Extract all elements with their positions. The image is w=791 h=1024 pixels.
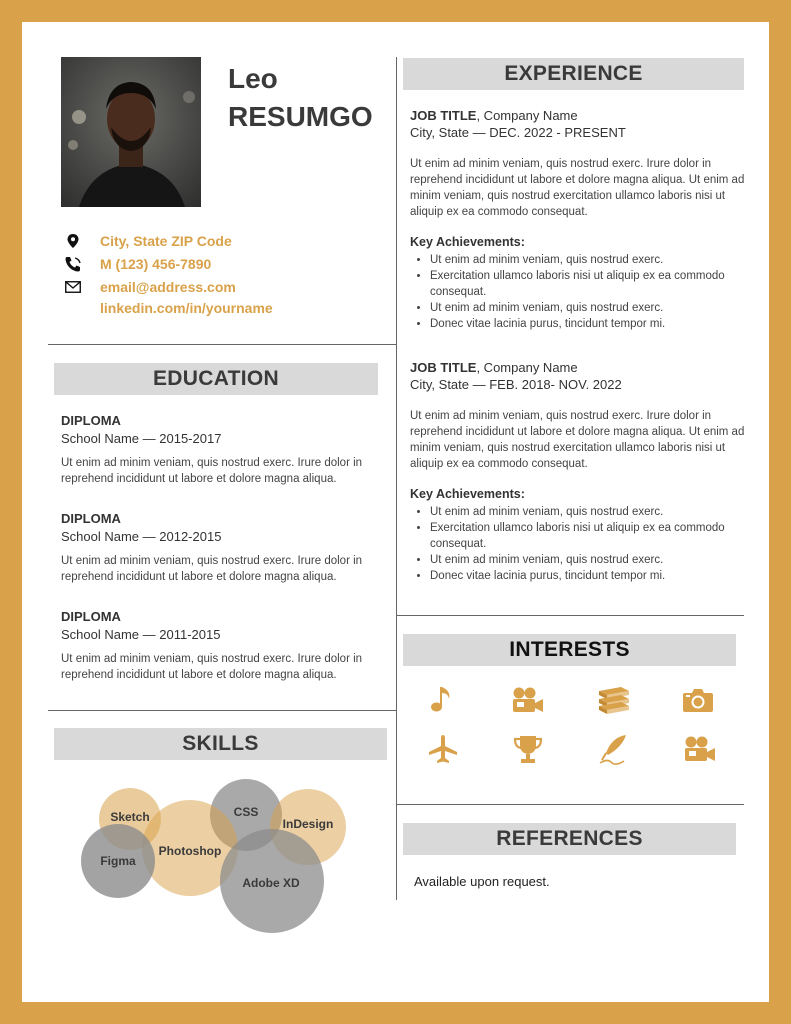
- profile-photo: [61, 57, 201, 207]
- achievement-item: • Ut enim ad minim veniam, quis nostrud exerc.: [430, 300, 750, 316]
- school: School Name — 2011-2015: [61, 627, 221, 642]
- envelope-icon: [62, 281, 84, 293]
- skill-label-photoshop: Photoshop: [158, 844, 222, 858]
- video-camera-icon: [681, 731, 717, 767]
- references-title: REFERENCES: [496, 827, 643, 850]
- job-title: JOB TITLE: [410, 360, 477, 375]
- interests-title: INTERESTS: [509, 638, 630, 661]
- job-description: Ut enim ad minim veniam, quis nostrud exerc. Irure dolor in reprehend incididunt ut labore et dolore magna aliqua. Ut enim ad minim veniam, quis nostrud exercitation ullamco laboris nisi ut aliquip ex ea commodo consequat.: [410, 158, 745, 218]
- references-text: Available upon request.: [414, 874, 550, 889]
- skills-bubble-chart: [72, 777, 352, 992]
- skill-label-sketch: Sketch: [110, 810, 150, 824]
- key-achievements-label: Key Achievements:: [410, 235, 525, 249]
- references-heading: [403, 823, 736, 855]
- achievements-list: [410, 504, 750, 584]
- education-heading: [54, 363, 378, 395]
- contact-address: City, State ZIP Code: [100, 232, 232, 249]
- job-title-line: [410, 107, 750, 124]
- contact-linkedin[interactable]: linkedin.com/in/yourname: [100, 300, 273, 316]
- music-note-icon: [425, 682, 461, 718]
- name-heading: [228, 60, 373, 136]
- school: School Name — 2012-2015: [61, 529, 222, 544]
- experience-item: [410, 107, 750, 332]
- column-divider: [396, 57, 397, 900]
- achievement-item: • Exercitation ullamco laboris nisi ut aliquip ex ea commodo consequat.: [430, 520, 750, 552]
- job-location-dates: City, State — DEC. 2022 - PRESENT: [410, 125, 626, 140]
- contact-email[interactable]: email@address.com: [100, 279, 236, 295]
- education-description: Ut enim ad minim veniam, quis nostrud exerc. Irure dolor in reprehend incididunt ut labore et dolore magna aliqua.: [61, 653, 363, 681]
- trophy-icon: [510, 731, 546, 767]
- job-description: Ut enim ad minim veniam, quis nostrud exerc. Irure dolor in reprehend incididunt ut labore et dolore magna aliqua. Ut enim ad minim veniam, quis nostrud exercitation ullamco laboris nisi ut aliquip ex ea commodo consequat.: [410, 410, 745, 470]
- resume-page: [22, 22, 769, 1002]
- job-title-line: [410, 359, 750, 376]
- job-location-dates: City, State — FEB. 2018- NOV. 2022: [410, 377, 622, 392]
- skills-title: SKILLS: [182, 732, 259, 755]
- job-title: JOB TITLE: [410, 108, 477, 123]
- divider: [396, 615, 744, 616]
- camera-icon: [680, 682, 716, 718]
- company-name: , Company Name: [476, 108, 578, 123]
- achievement-item: • Ut enim ad minim veniam, quis nostrud exerc.: [430, 504, 750, 520]
- divider: [396, 804, 744, 805]
- degree: DIPLOMA: [61, 511, 121, 526]
- degree: DIPLOMA: [61, 413, 121, 428]
- degree: DIPLOMA: [61, 609, 121, 624]
- skill-label-css: CSS: [233, 805, 259, 819]
- experience-title: EXPERIENCE: [504, 62, 643, 85]
- education-item: [61, 608, 371, 683]
- achievement-item: • Exercitation ullamco laboris nisi ut aliquip ex ea commodo consequat.: [430, 268, 750, 300]
- education-title: EDUCATION: [153, 367, 279, 390]
- key-achievements-label: Key Achievements:: [410, 487, 525, 501]
- education-description: Ut enim ad minim veniam, quis nostrud exerc. Irure dolor in reprehend incididunt ut labore et dolore magna aliqua.: [61, 457, 363, 485]
- achievement-item: • Ut enim ad minim veniam, quis nostrud exerc.: [430, 252, 750, 268]
- interests-heading: [403, 634, 736, 666]
- experience-heading: [403, 58, 744, 90]
- video-camera-icon: [509, 682, 545, 718]
- airplane-icon: [425, 731, 461, 767]
- experience-item: [410, 359, 750, 584]
- location-pin-icon: [62, 234, 84, 248]
- achievement-item: • Donec vitae lacinia purus, tincidunt tempor mi.: [430, 568, 750, 584]
- quill-pen-icon: [595, 731, 631, 767]
- skills-heading: [54, 728, 387, 760]
- books-icon: [596, 682, 632, 718]
- education-item: [61, 412, 371, 487]
- contact-email-row: [62, 277, 273, 316]
- last-name: RESUMGO: [228, 101, 373, 132]
- education-item: [61, 510, 371, 585]
- school: School Name — 2015-2017: [61, 431, 222, 446]
- contact-phone: M (123) 456-7890: [100, 255, 212, 272]
- skill-label-adobe-xd: Adobe XD: [242, 876, 300, 890]
- achievement-item: • Donec vitae lacinia purus, tincidunt tempor mi.: [430, 316, 750, 332]
- achievement-item: • Ut enim ad minim veniam, quis nostrud exerc.: [430, 552, 750, 568]
- divider: [48, 344, 397, 345]
- education-description: Ut enim ad minim veniam, quis nostrud exerc. Irure dolor in reprehend incididunt ut labore et dolore magna aliqua.: [61, 555, 363, 583]
- achievements-list: [410, 252, 750, 332]
- skill-label-figma: Figma: [100, 854, 136, 868]
- phone-icon: [62, 256, 84, 272]
- interests-icons: [425, 682, 725, 772]
- contact-phone-row: [62, 254, 211, 274]
- contact-address-row: [62, 231, 232, 251]
- divider: [48, 710, 397, 711]
- company-name: , Company Name: [476, 360, 578, 375]
- first-name: Leo: [228, 63, 278, 94]
- skill-label-indesign: InDesign: [282, 817, 334, 831]
